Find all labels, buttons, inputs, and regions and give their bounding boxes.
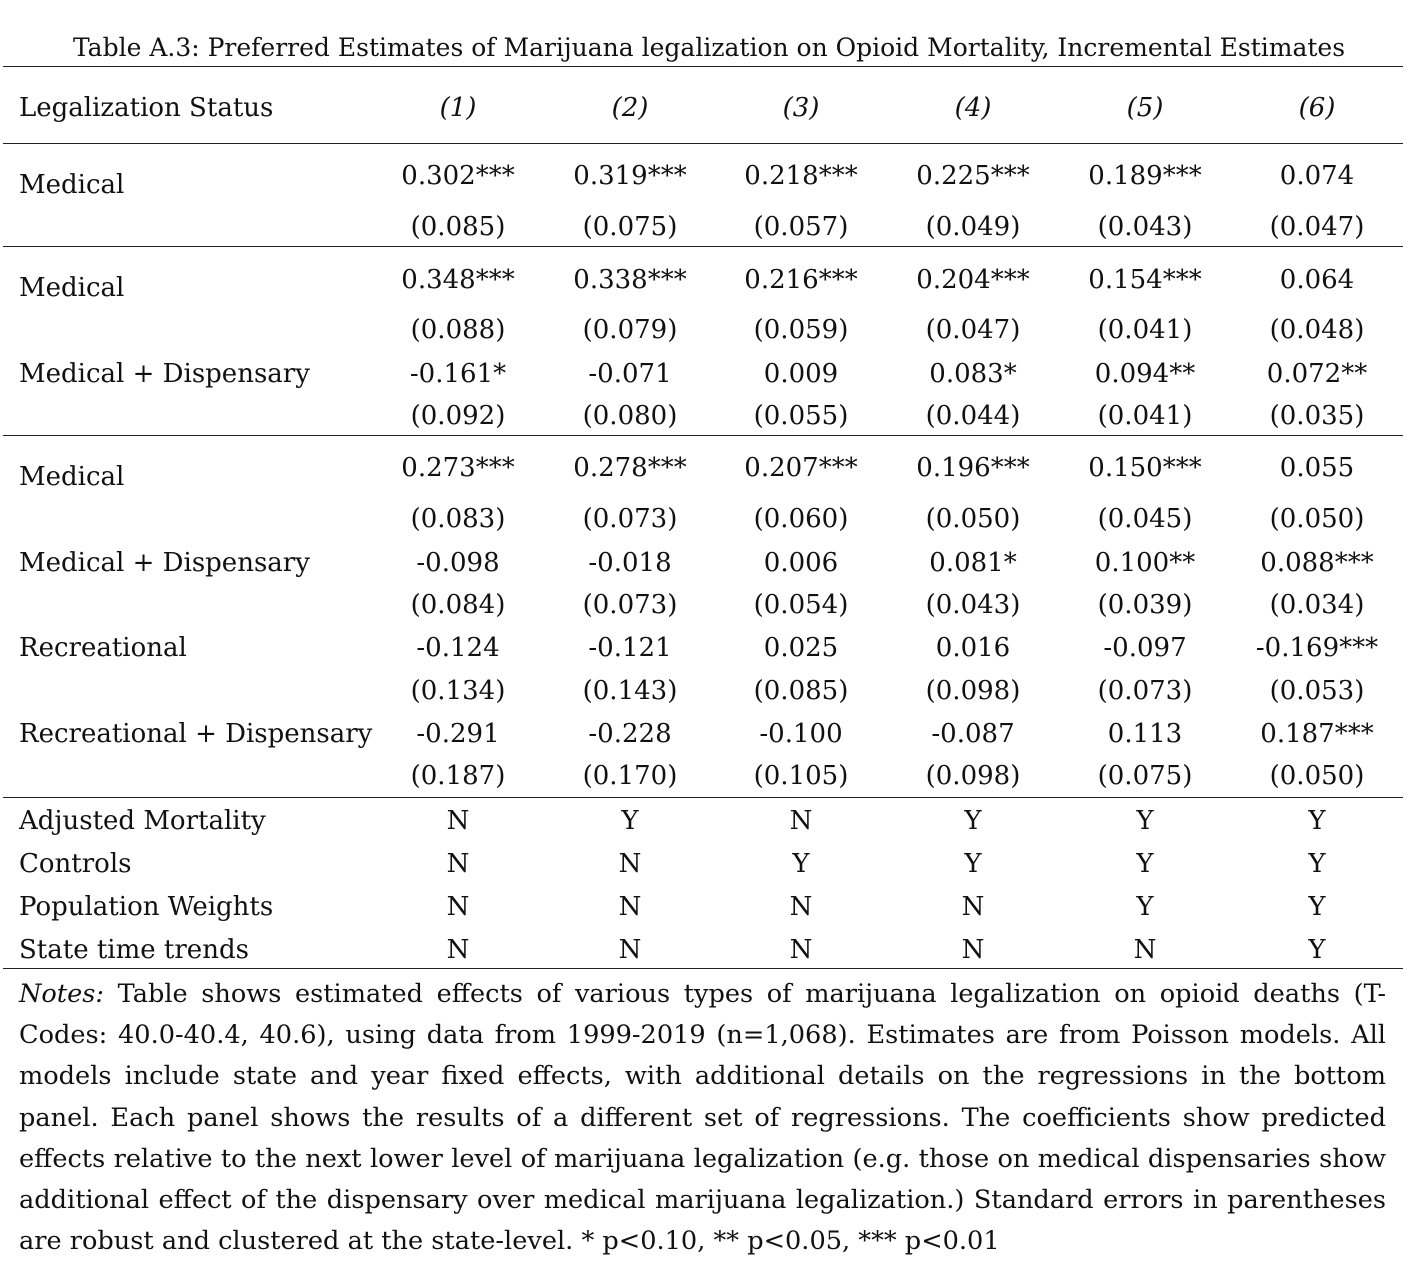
estimate-cell: 0.218*** [744, 161, 858, 191]
estimate-cell: -0.161* [409, 359, 507, 389]
std-error-cell: (0.085) [410, 212, 506, 242]
estimate-cell: -0.071 [588, 359, 672, 389]
row-label-medical: Medical [19, 462, 125, 492]
spec-label-population-weights: Population Weights [19, 892, 274, 922]
row-label-header: Legalization Status [19, 93, 274, 123]
estimate-cell: 0.216*** [744, 265, 858, 295]
spec-cell: Y [621, 806, 639, 836]
std-error-cell: (0.079) [582, 315, 678, 345]
estimate-cell: -0.124 [416, 633, 500, 663]
estimate-cell: 0.196*** [916, 453, 1030, 483]
spec-cell: N [618, 892, 642, 922]
spec-cell: N [961, 935, 985, 965]
std-error-cell: (0.073) [582, 590, 678, 620]
std-error-cell: (0.170) [582, 761, 678, 791]
notes-text: Table shows estimated effects of various types of marijuana legalization on opioid deaths (T-Codes: 40.0-40.4, 40.6), using data from 1999-2019 (n=1,068). Estimates are from Poisson models. All models include state and year fixed effects, with additional details on the regressions in the bottom panel. Each panel shows the results of a different set of regressions. The coefficients show predicted effects relative to the next lower level of marijuana legalization (e.g. those on medical dispensaries show additional effect of the dispensary over medical marijuana legalization.) Standard errors in parentheses are robust and clustered at the state-level. * p<0.10, ** p<0.05, *** p<0.01 [19, 979, 1386, 1257]
estimate-cell: 0.081* [929, 548, 1017, 578]
panel-2-rule [3, 435, 1403, 436]
panel-1-rule [3, 246, 1403, 247]
spec-cell: Y [964, 849, 982, 879]
estimate-cell: 0.055 [1279, 453, 1355, 483]
std-error-cell: (0.187) [410, 761, 506, 791]
estimate-cell: -0.097 [1103, 633, 1187, 663]
estimate-cell: 0.113 [1107, 719, 1183, 749]
estimate-cell: 0.338*** [573, 265, 687, 295]
estimate-cell: 0.083* [929, 359, 1017, 389]
estimate-cell: 0.025 [763, 633, 839, 663]
std-error-cell: (0.049) [925, 212, 1021, 242]
spec-cell: Y [792, 849, 810, 879]
estimate-cell: 0.225*** [916, 161, 1030, 191]
estimate-cell: 0.187*** [1260, 719, 1374, 749]
std-error-cell: (0.083) [410, 504, 506, 534]
row-label-recreational-dispensary: Recreational + Dispensary [19, 719, 373, 749]
std-error-cell: (0.047) [925, 315, 1021, 345]
std-error-cell: (0.059) [753, 315, 849, 345]
std-error-cell: (0.034) [1269, 590, 1365, 620]
header-rule [3, 143, 1403, 144]
std-error-cell: (0.050) [1269, 504, 1365, 534]
spec-cell: N [789, 892, 813, 922]
std-error-cell: (0.080) [582, 401, 678, 431]
std-error-cell: (0.043) [1097, 212, 1193, 242]
std-error-cell: (0.105) [753, 761, 849, 791]
table-top-rule [3, 66, 1403, 67]
spec-cell: Y [1136, 806, 1154, 836]
std-error-cell: (0.084) [410, 590, 506, 620]
spec-cell: Y [1308, 935, 1326, 965]
std-error-cell: (0.088) [410, 315, 506, 345]
estimate-cell: 0.154*** [1088, 265, 1202, 295]
std-error-cell: (0.050) [1269, 761, 1365, 791]
estimate-cell: 0.150*** [1088, 453, 1202, 483]
estimate-cell: -0.169*** [1255, 633, 1379, 663]
spec-cell: N [446, 849, 470, 879]
std-error-cell: (0.055) [753, 401, 849, 431]
estimate-cell: -0.291 [416, 719, 500, 749]
row-label-medical-dispensary: Medical + Dispensary [19, 548, 310, 578]
estimate-cell: 0.006 [763, 548, 839, 578]
estimate-cell: 0.207*** [744, 453, 858, 483]
std-error-cell: (0.039) [1097, 590, 1193, 620]
row-label-medical-dispensary: Medical + Dispensary [19, 359, 310, 389]
spec-cell: N [961, 892, 985, 922]
table-caption: Table A.3: Preferred Estimates of Marijuana legalization on Opioid Mortality, Incremental Estimates [72, 33, 1346, 62]
std-error-cell: (0.073) [582, 504, 678, 534]
std-error-cell: (0.044) [925, 401, 1021, 431]
row-label-recreational: Recreational [19, 633, 187, 663]
estimate-cell: 0.189*** [1088, 161, 1202, 191]
std-error-cell: (0.134) [410, 676, 506, 706]
estimate-cell: 0.204*** [916, 265, 1030, 295]
std-error-cell: (0.073) [1097, 676, 1193, 706]
std-error-cell: (0.054) [753, 590, 849, 620]
table-bottom-rule [3, 968, 1403, 969]
std-error-cell: (0.053) [1269, 676, 1365, 706]
column-header-5: (5) [1126, 93, 1164, 123]
column-header-3: (3) [782, 93, 820, 123]
std-error-cell: (0.075) [1097, 761, 1193, 791]
spec-cell: N [446, 806, 470, 836]
estimate-cell: 0.319*** [573, 161, 687, 191]
estimate-cell: 0.302*** [401, 161, 515, 191]
estimate-cell: 0.278*** [573, 453, 687, 483]
column-header-2: (2) [611, 93, 649, 123]
std-error-cell: (0.041) [1097, 315, 1193, 345]
estimate-cell: 0.072** [1266, 359, 1368, 389]
spec-cell: Y [1136, 892, 1154, 922]
std-error-cell: (0.098) [925, 676, 1021, 706]
estimate-cell: 0.100** [1094, 548, 1196, 578]
spec-cell: N [618, 935, 642, 965]
std-error-cell: (0.041) [1097, 401, 1193, 431]
spec-cell: N [618, 849, 642, 879]
estimate-cell: -0.087 [931, 719, 1015, 749]
std-error-cell: (0.060) [753, 504, 849, 534]
spec-cell: Y [1308, 849, 1326, 879]
table-notes [19, 974, 1386, 1262]
std-error-cell: (0.043) [925, 590, 1021, 620]
spec-cell: N [446, 935, 470, 965]
std-error-cell: (0.050) [925, 504, 1021, 534]
estimate-cell: -0.018 [588, 548, 672, 578]
estimate-cell: -0.098 [416, 548, 500, 578]
notes-lead: Notes: [19, 979, 104, 1009]
spec-label-state-time-trends: State time trends [19, 935, 249, 965]
column-header-4: (4) [954, 93, 992, 123]
estimate-cell: 0.016 [935, 633, 1011, 663]
panel-3-rule [3, 797, 1403, 798]
row-label-medical: Medical [19, 170, 125, 200]
estimate-cell: 0.273*** [401, 453, 515, 483]
std-error-cell: (0.035) [1269, 401, 1365, 431]
spec-cell: N [789, 806, 813, 836]
estimate-cell: 0.074 [1279, 161, 1355, 191]
estimate-cell: 0.009 [763, 359, 839, 389]
spec-cell: Y [1136, 849, 1154, 879]
row-label-medical: Medical [19, 273, 125, 303]
std-error-cell: (0.048) [1269, 315, 1365, 345]
std-error-cell: (0.143) [582, 676, 678, 706]
spec-cell: N [1133, 935, 1157, 965]
spec-label-controls: Controls [19, 849, 132, 879]
estimate-cell: -0.228 [588, 719, 672, 749]
std-error-cell: (0.045) [1097, 504, 1193, 534]
spec-cell: Y [964, 806, 982, 836]
estimate-cell: 0.064 [1279, 265, 1355, 295]
std-error-cell: (0.098) [925, 761, 1021, 791]
std-error-cell: (0.057) [753, 212, 849, 242]
column-header-6: (6) [1298, 93, 1336, 123]
spec-label-adjusted-mortality: Adjusted Mortality [19, 806, 266, 836]
spec-cell: N [446, 892, 470, 922]
column-header-1: (1) [439, 93, 477, 123]
std-error-cell: (0.085) [753, 676, 849, 706]
std-error-cell: (0.075) [582, 212, 678, 242]
estimate-cell: -0.100 [759, 719, 843, 749]
spec-cell: Y [1308, 892, 1326, 922]
std-error-cell: (0.092) [410, 401, 506, 431]
estimate-cell: 0.094** [1094, 359, 1196, 389]
estimate-cell: 0.348*** [401, 265, 515, 295]
spec-cell: Y [1308, 806, 1326, 836]
estimate-cell: 0.088*** [1260, 548, 1374, 578]
spec-cell: N [789, 935, 813, 965]
estimate-cell: -0.121 [588, 633, 672, 663]
std-error-cell: (0.047) [1269, 212, 1365, 242]
